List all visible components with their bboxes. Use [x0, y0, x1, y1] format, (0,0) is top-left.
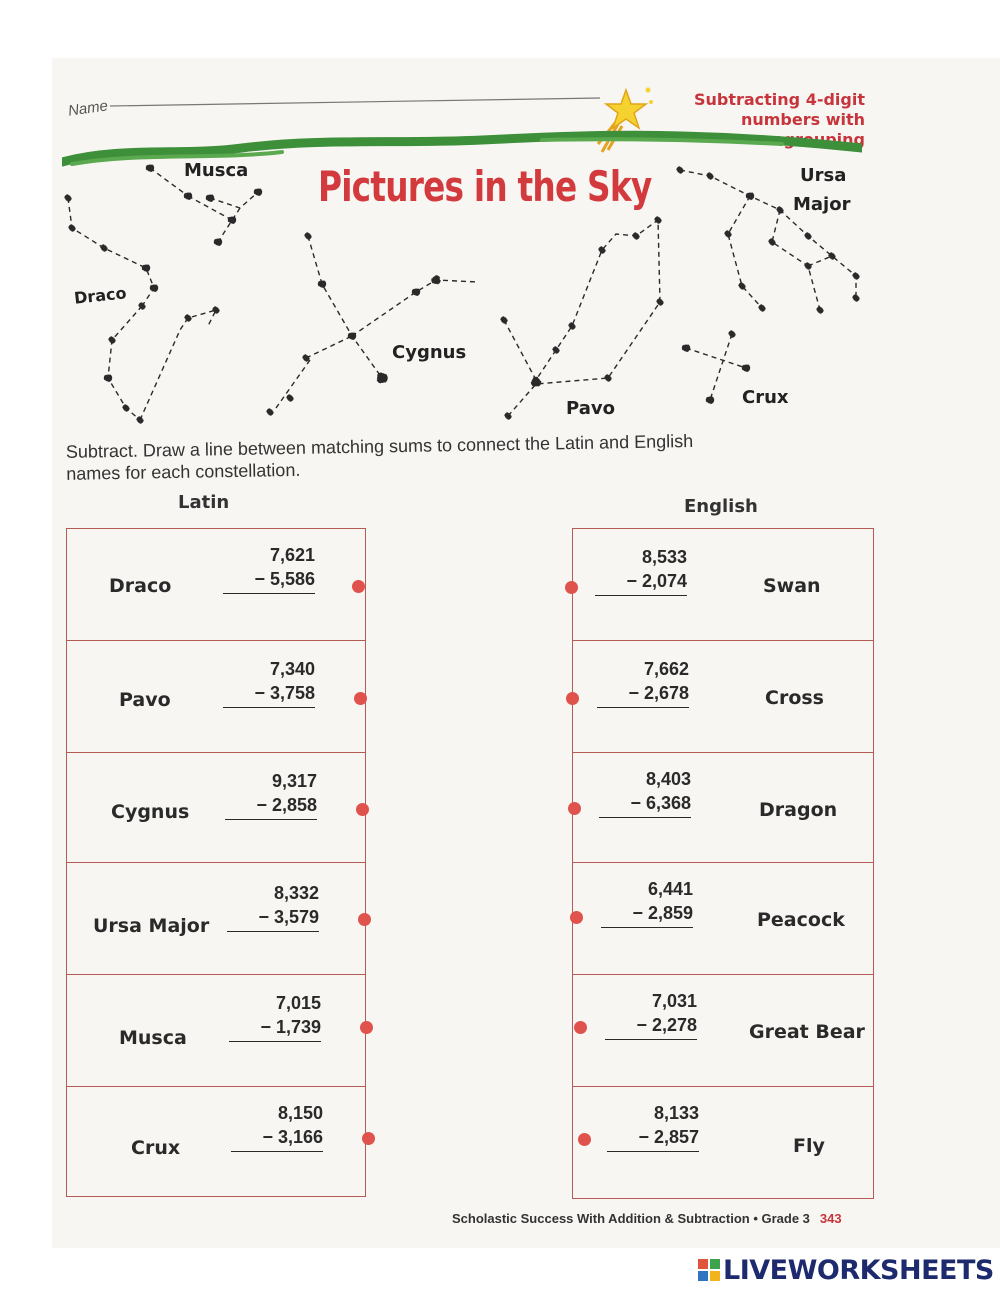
answer-line: [601, 927, 693, 928]
english-dot-great-bear[interactable]: [574, 1021, 587, 1034]
latin-row-cygnus: [67, 752, 365, 862]
topic-line-1: Subtracting 4-digit: [693, 90, 865, 109]
ursa-label: Ursa: [800, 165, 847, 186]
book-title: Scholastic Success With Addition & Subtraction • Grade 3: [452, 1211, 810, 1226]
minuend: 6,441: [647, 879, 693, 899]
latin-dot-ursa-major[interactable]: [358, 913, 371, 926]
subtrahend: − 3,166: [262, 1127, 323, 1147]
answer-line: [597, 707, 689, 708]
subtrahend: − 6,368: [630, 793, 691, 813]
answer-line: [607, 1151, 699, 1152]
instructions-line-2: names for each constellation.: [66, 459, 301, 484]
answer-line: [605, 1039, 697, 1040]
english-row-fly: [573, 1086, 873, 1198]
subtraction-problem: [229, 991, 321, 1042]
subtraction-problem: [601, 877, 693, 928]
pavo-label: Pavo: [566, 398, 615, 419]
latin-name: Musca: [119, 1027, 187, 1049]
answer-line: [229, 1041, 321, 1042]
minuend: 8,150: [277, 1103, 323, 1123]
latin-row-crux: [67, 1086, 365, 1196]
answer-line: [225, 819, 317, 820]
subtrahend: − 1,739: [260, 1017, 321, 1037]
page-title: Pictures in the Sky: [318, 162, 652, 211]
english-table: [572, 528, 874, 1199]
liveworksheets-brand: [698, 1255, 994, 1285]
latin-dot-musca[interactable]: [360, 1021, 373, 1034]
subtrahend: − 2,074: [626, 571, 687, 591]
english-dot-fly[interactable]: [578, 1133, 591, 1146]
minuend: 7,662: [643, 659, 689, 679]
english-heading: English: [684, 496, 758, 517]
name-line[interactable]: [110, 96, 600, 110]
brand-name: LIVEWORKSHEETS: [723, 1254, 994, 1286]
draco-label: Draco: [73, 283, 128, 308]
minuend: 7,031: [651, 991, 697, 1011]
page-footer: [452, 1211, 842, 1226]
english-name: Peacock: [757, 909, 845, 931]
major-label: Major: [793, 194, 851, 215]
subtraction-problem: [599, 767, 691, 818]
subtraction-problem: [225, 769, 317, 820]
answer-line: [231, 1151, 323, 1152]
english-name: Fly: [793, 1135, 825, 1157]
instructions-line-1: Subtract. Draw a line between matching sums to connect the Latin and English: [65, 430, 694, 462]
minuend: 8,332: [273, 883, 319, 903]
latin-heading: Latin: [178, 492, 230, 513]
subtrahend: − 2,858: [256, 795, 317, 815]
english-dot-cross[interactable]: [566, 692, 579, 705]
english-row-swan: [573, 528, 873, 640]
latin-dot-cygnus[interactable]: [356, 803, 369, 816]
minuend: 7,015: [275, 993, 321, 1013]
answer-line: [599, 817, 691, 818]
musca-label: Musca: [184, 160, 249, 181]
cygnus-label: Cygnus: [392, 342, 467, 363]
english-name: Swan: [763, 575, 821, 597]
answer-line: [227, 931, 319, 932]
subtraction-problem: [231, 1101, 323, 1152]
english-name: Great Bear: [749, 1021, 865, 1043]
minuend: 9,317: [271, 771, 317, 791]
english-row-great-bear: [573, 974, 873, 1086]
minuend: 8,133: [653, 1103, 699, 1123]
english-dot-dragon[interactable]: [568, 802, 581, 815]
latin-dot-draco[interactable]: [352, 580, 365, 593]
subtrahend: − 2,859: [632, 903, 693, 923]
subtraction-problem: [227, 881, 319, 932]
subtrahend: − 3,579: [258, 907, 319, 927]
page-number: 343: [819, 1211, 842, 1226]
answer-line: [595, 595, 687, 596]
latin-dot-pavo[interactable]: [354, 692, 367, 705]
subtraction-problem: [605, 989, 697, 1040]
english-dot-swan[interactable]: [565, 581, 578, 594]
latin-row-draco: [67, 528, 365, 640]
latin-dot-crux[interactable]: [362, 1132, 375, 1145]
crux-label: Crux: [742, 387, 789, 408]
subtraction-problem: [597, 657, 689, 708]
english-name: Cross: [765, 687, 824, 709]
latin-table: [66, 528, 366, 1197]
subtraction-problem: [223, 657, 315, 708]
english-dot-peacock[interactable]: [570, 911, 583, 924]
liveworksheets-logo-icon: [698, 1259, 720, 1281]
latin-name: Ursa Major: [93, 915, 210, 937]
latin-name: Draco: [109, 575, 172, 597]
answer-line: [223, 593, 315, 594]
subtraction-problem: [223, 543, 315, 594]
english-row-dragon: [573, 752, 873, 862]
name-label: Name: [67, 97, 110, 120]
answer-line: [223, 707, 315, 708]
topic-line-2: numbers with regrouping: [740, 110, 865, 149]
english-name: Dragon: [759, 799, 838, 821]
subtrahend: − 3,758: [254, 683, 315, 703]
latin-name: Cygnus: [111, 801, 190, 823]
english-row-cross: [573, 640, 873, 752]
subtrahend: − 2,278: [636, 1015, 697, 1035]
latin-row-musca: [67, 974, 365, 1086]
latin-name: Pavo: [119, 689, 171, 711]
minuend: 7,340: [269, 659, 315, 679]
minuend: 8,403: [645, 769, 691, 789]
subtraction-problem: [607, 1101, 699, 1152]
minuend: 7,621: [269, 545, 315, 565]
minuend: 8,533: [641, 547, 687, 567]
subtrahend: − 2,678: [628, 683, 689, 703]
subtrahend: − 2,857: [638, 1127, 699, 1147]
latin-row-pavo: [67, 640, 365, 752]
english-row-peacock: [573, 862, 873, 974]
subtrahend: − 5,586: [254, 569, 315, 589]
latin-name: Crux: [131, 1137, 181, 1159]
subtraction-problem: [595, 545, 687, 596]
latin-row-ursa-major: [67, 862, 365, 974]
